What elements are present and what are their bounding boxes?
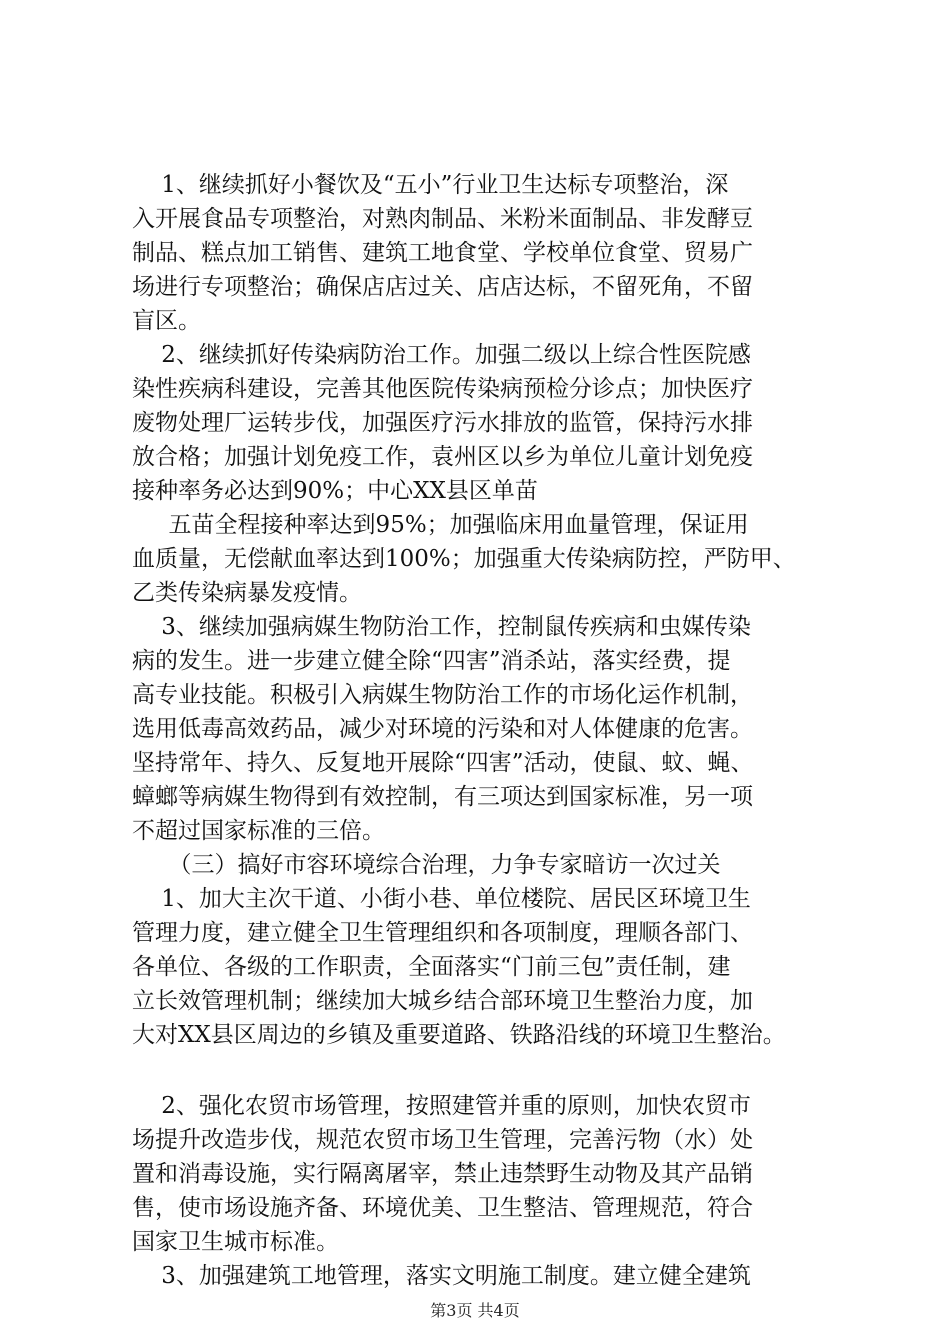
text-line: 场提升改造步伐，规范农贸市场卫生管理，完善污物（水）处 <box>132 1127 753 1153</box>
text-line: 废物处理厂运转步伐，加强医疗污水排放的监管，保持污水排 <box>132 410 753 436</box>
text-line: 高专业技能。积极引入病媒生物防治工作的市场化运作机制， <box>132 682 753 708</box>
text-line: 放合格；加强计划免疫工作，袁州区以乡为单位儿童计划免疫 <box>132 444 753 470</box>
text-line: 制品、糕点加工销售、建筑工地食堂、学校单位食堂、贸易广 <box>132 240 753 266</box>
text-line: 1、加大主次干道、小街小巷、单位楼院、居民区环境卫生 <box>132 886 751 912</box>
text-line: 国家卫生城市标准。 <box>132 1229 339 1255</box>
text-line: 2、强化农贸市场管理，按照建管并重的原则，加快农贸市 <box>132 1093 751 1119</box>
text-line: 坚持常年、持久、反复地开展除“四害”活动，使鼠、蚊、蝇、 <box>132 750 754 776</box>
text-line: 3、加强建筑工地管理，落实文明施工制度。建立健全建筑 <box>132 1263 751 1289</box>
text-line: 大对XX县区周边的乡镇及重要道路、铁路沿线的环境卫生整治。 <box>132 1022 786 1048</box>
text-line: 选用低毒高效药品，减少对环境的污染和对人体健康的危害。 <box>132 716 753 742</box>
text-line: 置和消毒设施，实行隔离屠宰，禁止违禁野生动物及其产品销 <box>132 1161 753 1187</box>
section-heading: （三）搞好市容环境综合治理，力争专家暗访一次过关 <box>132 852 721 878</box>
text-line: 入开展食品专项整治，对熟肉制品、米粉米面制品、非发酵豆 <box>132 206 753 232</box>
text-line: 场进行专项整治；确保店店过关、店店达标，不留死角，不留 <box>132 274 753 300</box>
text-line: 五苗全程接种率达到95%；加强临床用血量管理，保证用 <box>132 512 749 538</box>
text-line: 售，使市场设施齐备、环境优美、卫生整洁、管理规范，符合 <box>132 1195 753 1221</box>
text-line: 蟑螂等病媒生物得到有效控制，有三项达到国家标准，另一项 <box>132 784 753 810</box>
text-line: 病的发生。进一步建立健全除“四害”消杀站，落实经费，提 <box>132 648 731 674</box>
text-line: 乙类传染病暴发疫情。 <box>132 580 362 606</box>
text-line: 接种率务必达到90%；中心XX县区单苗 <box>132 478 538 504</box>
text-line: 3、继续加强病媒生物防治工作，控制鼠传疾病和虫媒传染 <box>132 614 751 640</box>
text-line: 1、继续抓好小餐饮及“五小”行业卫生达标专项整治，深 <box>132 172 729 198</box>
text-line: 不超过国家标准的三倍。 <box>132 818 385 844</box>
text-line: 2、继续抓好传染病防治工作。加强二级以上综合性医院感 <box>132 342 751 368</box>
page-number-footer: 第3页 共4页 <box>430 1301 520 1320</box>
text-line: 管理力度，建立健全卫生管理组织和各项制度，理顺各部门、 <box>132 920 753 946</box>
text-line: 盲区。 <box>132 308 201 334</box>
text-line: 血质量，无偿献血率达到100%；加强重大传染病防控，严防甲、 <box>132 546 796 572</box>
text-line: 染性疾病科建设，完善其他医院传染病预检分诊点；加快医疗 <box>132 376 753 402</box>
text-line: 立长效管理机制；继续加大城乡结合部环境卫生整治力度，加 <box>132 988 753 1014</box>
text-line: 各单位、各级的工作职责，全面落实“门前三包”责任制，建 <box>132 954 731 980</box>
